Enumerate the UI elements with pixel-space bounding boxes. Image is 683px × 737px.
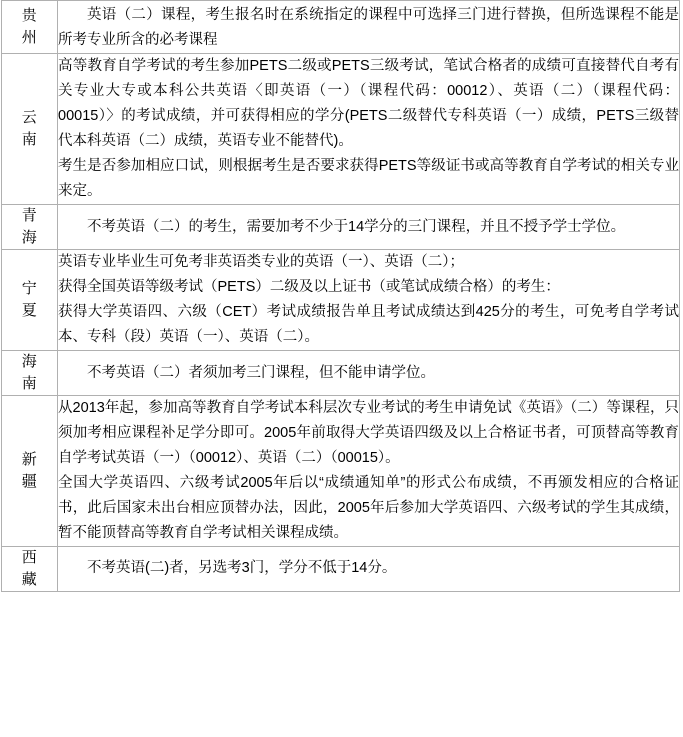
region-content-cell [58,54,680,205]
region-name-cell [2,351,58,396]
region-name-text: 新疆 [21,451,38,490]
region-name-text: 宁夏 [21,280,38,319]
content-paragraph: 考生是否参加相应口试，则根据考生是否要求获得PETS等级证书或高等教育自学考试的相关专业来定。 [58,158,679,199]
content-paragraph: 不考英语（二）的考生，需要加考不少于14学分的三门课程，并且不授予学士学位。 [87,218,626,235]
region-content-cell [58,351,680,396]
table-body [2,1,680,592]
content-paragraph: 不考英语(二)者，另选考3门，学分不低于14分。 [87,559,397,576]
region-policy-table [1,0,680,592]
region-name-text: 海南 [21,353,38,392]
region-content-cell [58,1,680,54]
region-name-cell [2,250,58,351]
content-paragraph: 不考英语（二）者须加考三门课程，但不能申请学位。 [87,364,435,381]
region-name-cell [2,205,58,250]
region-name-cell [2,547,58,592]
region-content-cell [58,205,680,250]
region-name-text: 青海 [21,207,38,246]
content-paragraph: 获得大学英语四、六级（CET）考试成绩报告单且考试成绩达到425分的考生，可免考自学考试本、专科（段）英语（一）、英语（二）。 [58,304,679,345]
table-row [2,396,680,547]
content-paragraph: 英语（二）课程，考生报名时在系统指定的课程中可选择三门进行替换，但所选课程不能是所考专业所含的必考课程 [58,7,679,48]
region-name-cell [2,1,58,54]
region-name-cell [2,54,58,205]
content-paragraph: 全国大学英语四、六级考试2005年后以“成绩通知单”的形式公布成绩，不再颁发相应的合格证书，此后国家未出台相应顶替办法，因此，2005年后参加大学英语四、六级考试的学生其成绩，暂不能顶替高等教育自学考试相关课程成绩。 [58,475,679,541]
region-content-cell [58,547,680,592]
region-name-text: 云南 [21,109,38,148]
table-row [2,54,680,205]
content-paragraph: 高等教育自学考试的考生参加PETS二级或PETS三级考试，笔试合格者的成绩可直接替代自考有关专业大专或本科公共英语〈即英语（一）（课程代码：00012）、英语（二）（课程代码：00015）〉的考试成绩，并可获得相应的学分(PETS二级替代专科英语（一）成绩，PETS三级替代本科英语（二）成绩，英语专业不能替代)。 [58,58,679,149]
content-paragraph: 获得全国英语等级考试（PETS）二级及以上证书（或笔试成绩合格）的考生： [58,279,560,295]
region-name-text: 西藏 [21,549,38,588]
content-paragraph: 从2013年起，参加高等教育自学考试本科层次专业考试的考生申请免试《英语》（二）等课程，只须加考相应课程补足学分即可。2005年前取得大学英语四级及以上合格证书者，可顶替高等教育自学考试英语（一）（00012）、英语（二）（00015）。 [58,400,679,466]
table-row [2,351,680,396]
table-row [2,547,680,592]
region-content-cell [58,396,680,547]
table-row [2,205,680,250]
region-content-cell [58,250,680,351]
content-paragraph: 英语专业毕业生可免考非英语类专业的英语（一）、英语（二）； [58,254,464,270]
region-name-cell [2,396,58,547]
table-row [2,250,680,351]
table-row [2,1,680,54]
region-name-text: 贵州 [21,7,38,46]
